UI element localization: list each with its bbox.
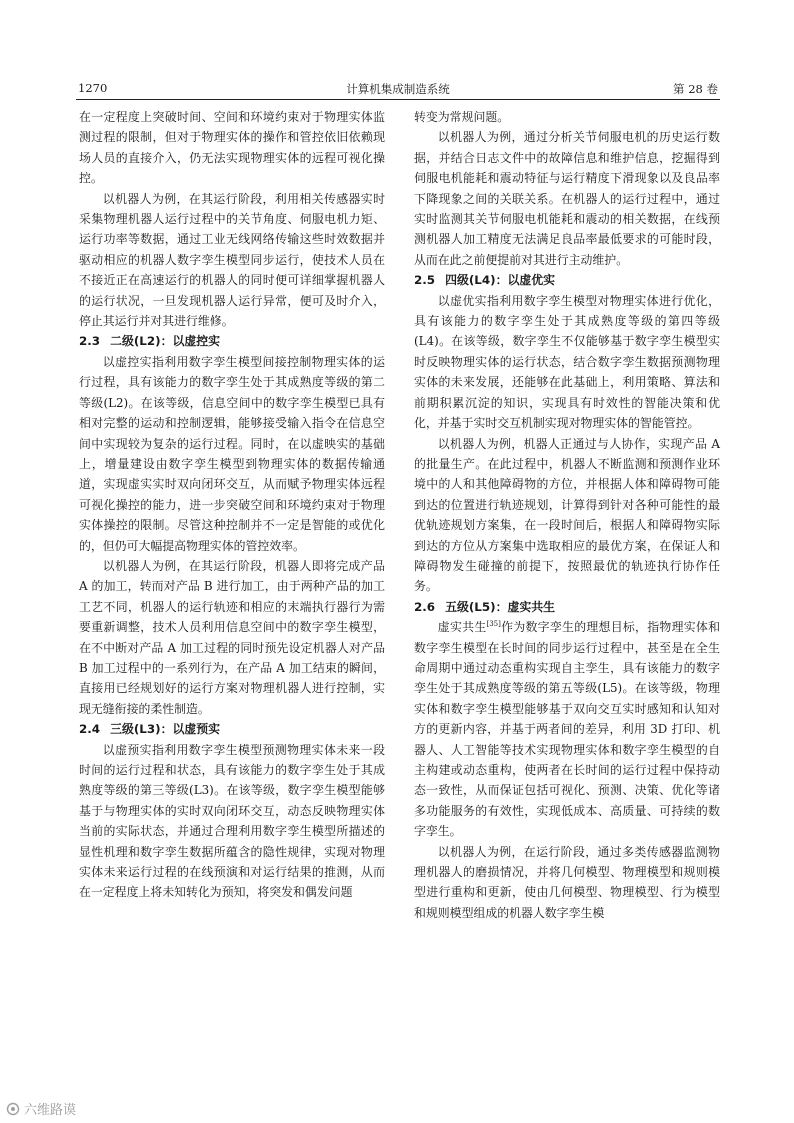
paragraph: 以虚优实指利用数字孪生模型对物理实体进行优化，具有该能力的数字孪生处于其成熟度等级的第四等级(L4)。在该等级，数字孪生不仅能够基于数字孪生模型实时反映物理实体的运行状态，结合数字孪生数据预测物理实体的未来发展，还能够在此基础上，利用策略、算法和前期积累沉淀的知识，实现具有时效性的智能决策和优化，并基于实时交互机制实现对物理实体的智能管控。 xyxy=(414,293,720,431)
paragraph-lead: 虚实共生 xyxy=(437,620,487,635)
section-title: 四级(L4)：以虚优实 xyxy=(445,273,556,288)
section-title: 二级(L2)：以虚控实 xyxy=(110,334,221,349)
paragraph: 在一定程度上突破时间、空间和环境约束对于物理实体监测过程的限制，但对于物理实体的操作和管控依旧依赖现场人员的直接介入，仍无法实现物理实体的远程可视化操控。 xyxy=(79,110,385,186)
paragraph: 以机器人为例，通过分析关节伺服电机的历史运行数据，并结合日志文件中的故障信息和维护信息，挖掘得到伺服电机能耗和震动特征与运行精度下滑现象以及良品率下降现象之间的关联关系。在机器人的运行过程中，通过实时监测其关节伺服电机能耗和震动的相关数据，在线预测机器人加工精度无法满足良品率最低要求的可能时段，从而在此之前便提前对其进行主动维护。 xyxy=(414,130,720,267)
section-heading-2-6 xyxy=(414,597,720,617)
paragraph: 以虚控实指利用数字孪生模型间接控制物理实体的运行过程，具有该能力的数字孪生处于其成熟度等级的第二等级(L2)。在该等级，信息空间中的数字孪生模型已具有相对完整的运动和控制逻辑，能够接受输入指令在信息空间中实现较为复杂的运行过程。同时，在以虚映实的基础上，增量建设由数字孪生模型到物理实体的数据传输通道，实现虚实实时双向闭环交互，从而赋予物理实体远程可视化操控的能力，进一步突破空间和环境约束对于物理实体操控的限制。尽管这种控制并不一定是智能的或优化的，但仍可大幅提高物理实体的管控效率。 xyxy=(79,354,385,553)
page-number: 1270 xyxy=(78,81,108,95)
paragraph: 以机器人为例，在其运行阶段，利用相关传感器实时采集物理机器人运行过程中的关节角度、伺服电机力矩、运行功率等数据，通过工业无线网络传输这些时效数据并驱动相应的机器人数字孪生模型同步运行，使技术人员在不接近正在高速运行的机器人的同时便可详细掌握机器人的运行状况，一旦发现机器人运行异常，便可及时介入，停止其运行并对其进行维修。 xyxy=(79,191,385,329)
watermark-logo-icon xyxy=(6,1102,20,1116)
paragraph: 以机器人为例，在运行阶段，通过多类传感器监测物理机器人的磨损情况，并将几何模型、物理模型和规则模型进行重构和更新，使由几何模型、物理模型、行为模型和规则模型组成的机器人数字孪生模 xyxy=(414,844,720,920)
citation-ref: [35] xyxy=(486,620,501,629)
section-number: 2.3 xyxy=(79,334,101,349)
paragraph: 以机器人为例，机器人正通过与人协作，实现产品 A 的批量生产。在此过程中，机器人不断监测和预测作业环境中的人和其他障碍物的方位，并根据人体和障碍物可能到达的位置进行轨迹规划，计算得到针对各种可能性的最优轨迹规划方案集，在一段时间后，根据人和障碍物实际到达的方位从方案集中选取相应的最优方案，在保证人和障碍物发生碰撞的前提下，按照最优的轨迹执行协作任务。 xyxy=(414,436,720,594)
watermark-text: 六维路谟 xyxy=(24,1103,77,1118)
journal-title: 计算机集成制造系统 xyxy=(346,82,450,96)
section-number: 2.4 xyxy=(79,722,101,737)
section-heading-2-4 xyxy=(79,719,385,739)
paragraph: 转变为常规问题。 xyxy=(414,110,510,124)
paragraph: 以虚预实指利用数字孪生模型预测物理实体未来一段时间的运行过程和状态，具有该能力的数字孪生处于其成熟度等级的第三等级(L3)。在该等级，数字孪生模型能够基于与物理实体的实时双向闭环交互，动态反映物理实体当前的实际状态，并通过合理利用数字孪生模型所描述的显性机理和数字孪生数据所蕴含的隐性规律，实现对物理实体未来运行过程的在线预演和对运行结果的推测，从而在一定程度上将未知转化为预知，将突发和偶发问题 xyxy=(79,742,385,900)
watermark xyxy=(6,1099,76,1118)
left-column xyxy=(79,107,385,903)
paragraph-rest: 作为数字孪生的理想目标，指物理实体和数字孪生模型在长时间的同步运行过程中，甚至是在全生命周期中通过动态重构实现自主孪生，具有该能力的数字孪生处于其成熟度等级的第五等级(L5)。在该等级，物理实体和数字孪生模型能够基于双向交互实时感知和认知对方的更新内容，并基于两者间的差异，利用 3D 打印、机器人、人工智能等技术实现物理实体和数字孪生模型的自主构建或动态重构，使两者在长时间的运行过程中保持动态一致性，从而保证包括可视化、预测、决策、优化等诸多功能服务的有效性，实现低成本、高质量、可持续的数字孪生。 xyxy=(414,620,720,839)
section-heading-2-3 xyxy=(79,331,385,351)
right-column xyxy=(414,107,720,923)
section-title: 五级(L5)：虚实共生 xyxy=(445,599,556,614)
volume-label: 第 28 卷 xyxy=(673,82,718,96)
running-header xyxy=(78,81,718,97)
paragraph: 以机器人为例，在其运行阶段，机器人即将完成产品 A 的加工，转而对产品 B 进行加工，由于两种产品的加工工艺不同，机器人的运行轨迹和相应的末端执行器行为需要重新调整，技术人员利用信息空间中的数字孪生模型，在不中断对产品 A 加工过程的同时预先设定机器人对产品 B 加工过程中的一系列行为，在产品 A 加工结束的瞬间，直接用已经规划好的运行方案对物理机器人进行控制，实现无缝衔接的柔性制造。 xyxy=(79,558,385,716)
section-heading-2-5 xyxy=(414,270,720,290)
section-title: 三级(L3)：以虚预实 xyxy=(110,722,221,737)
header-rule xyxy=(76,99,720,100)
section-number: 2.6 xyxy=(414,599,436,614)
section-number: 2.5 xyxy=(414,273,436,288)
paragraph xyxy=(414,617,720,841)
